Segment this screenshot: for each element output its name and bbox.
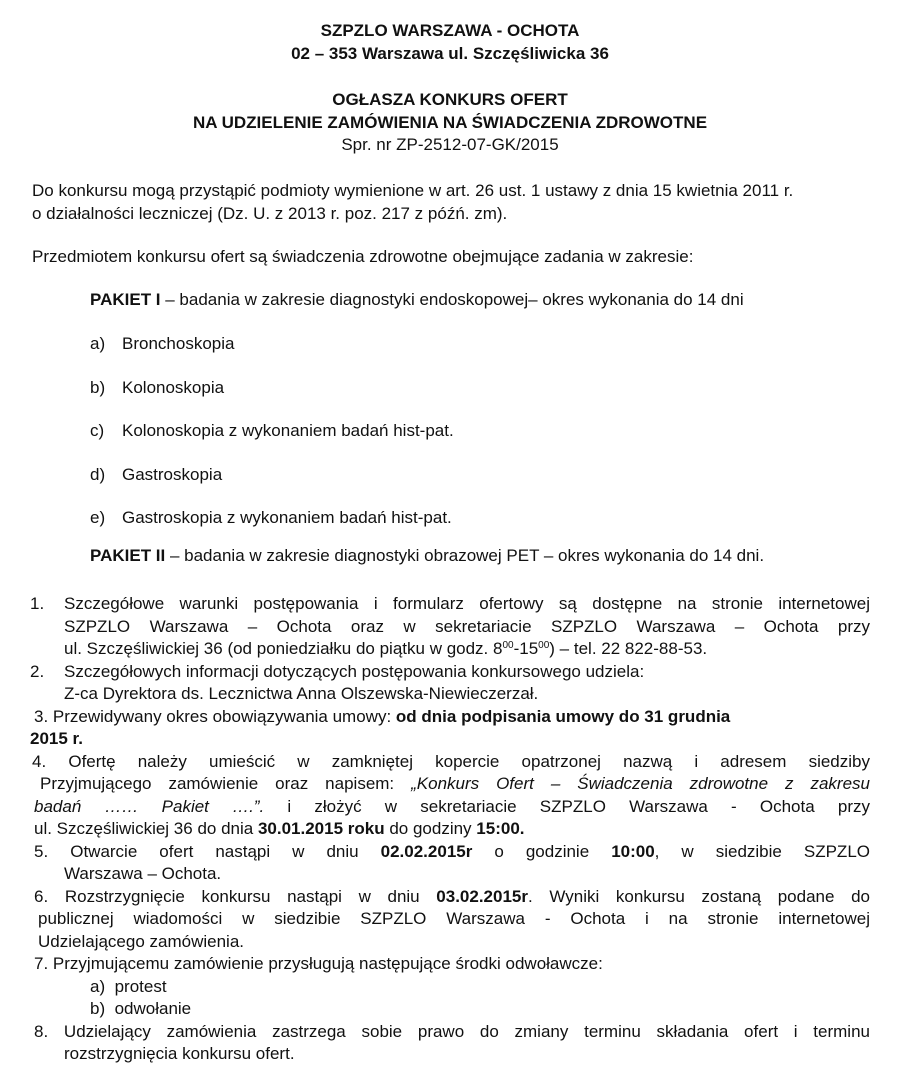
point-number: 6. [34, 886, 49, 906]
point-number: 8. [34, 1021, 49, 1041]
institution-address: 02 – 353 Warszawa ul. Szczęśliwicka 36 [291, 44, 609, 63]
point-4-line-4: ul. Szczęśliwickiej 36 do dnia [34, 819, 258, 838]
point-6-date: 03.02.2015r [436, 886, 528, 906]
list-item [90, 420, 790, 464]
point-5-line-2: Warszawa – Ochota. [64, 864, 222, 883]
point-1 [30, 593, 870, 661]
intro-line-1: Do konkursu mogą przystąpić podmioty wymienione w art. 26 ust. 1 ustawy z dnia 15 kwietnia 2011 r. [32, 181, 794, 200]
point-8-line-1: Udzielający zamówienia zastrzega sobie prawo do zmiany terminu składania ofert i terminu [63, 1021, 870, 1041]
item-text: Kolonoskopia [122, 377, 225, 397]
list-item [90, 333, 790, 377]
point-2 [30, 661, 870, 706]
point-number: 4. [32, 751, 47, 771]
package-1-label: PAKIET I [90, 290, 161, 309]
point-1-line-2: SZPZLO Warszawa – Ochota oraz w sekretariacie SZPZLO Warszawa – Ochota przy [64, 616, 870, 636]
point-3-text: Przewidywany okres obowiązywania umowy: [52, 706, 396, 726]
point-6-line-3: Udzielającego zamówienia. [38, 931, 245, 951]
point-number: 3. [34, 706, 49, 726]
item-letter: a) [90, 334, 106, 353]
list-item [90, 377, 790, 421]
item-text: Bronchoskopia [122, 334, 235, 353]
point-7-text: Przyjmującemu zamówienie przysługują następujące środki odwoławcze: [52, 954, 603, 973]
case-reference: Spr. nr ZP-2512-07-GK/2015 [341, 135, 559, 154]
item-text: Gastroskopia z wykonaniem badań hist-pat. [122, 508, 452, 527]
point-3-bold-end: 2015 r. [30, 729, 83, 748]
item-letter: e) [90, 508, 106, 527]
point-5: 5. Otwarcie ofert nastąpi w dniu 02.02.2015r o godzinie 10:00, w siedzibie SZPZLO Warszawa – Ochota. [30, 841, 870, 886]
item-text: Gastroskopia [122, 464, 223, 484]
package-1 [90, 289, 880, 312]
institution-name: SZPZLO WARSZAWA - OCHOTA [320, 21, 580, 40]
point-4-deadline-date: 30.01.2015 roku [257, 819, 385, 838]
package-1-text: – badania w zakresie diagnostyki endoskopowej– okres wykonania do 14 dni [160, 290, 744, 309]
point-number: 1. [30, 594, 45, 613]
point-4-italic-2: badań …… Pakiet ….”. [34, 796, 265, 816]
intro-paragraph [32, 180, 872, 225]
list-item [90, 464, 790, 508]
title-line-1: OGŁASZA KONKURS OFERT [332, 90, 568, 109]
package-2-label: PAKIET II [90, 546, 166, 565]
point-5-time: 10:00 [611, 841, 655, 861]
subject-paragraph: Przedmiotem konkursu ofert są świadczenia zdrowotne obejmujące zadania w zakresie: [32, 247, 694, 266]
announcement-title [0, 89, 900, 157]
point-6-line-2: publicznej wiadomości w siedzibie SZPZLO Warszawa - Ochota i na stronie internetowej [38, 909, 870, 928]
point-7 [30, 953, 870, 1021]
package-2-text: – badania w zakresie diagnostyki obrazowej PET – okres wykonania do 14 dni. [165, 546, 765, 565]
point-4: 4. Ofertę należy umieścić w zamkniętej kopercie opatrzonej nazwą i adresem siedziby Przyjmującego zamówienie oraz napisem: „Konkurs Ofert – Świadczenia zdrowotne z zakresu badań …… Pakiet ….”. i złożyć w sekretariacie SZPZLO Warszawa - Ochota przy ul. Szczęśliwickiej 36 do dnia 30.01.2015 roku do godziny 15:00. [32, 751, 870, 838]
package-2 [90, 545, 880, 568]
point-number: 5. [34, 841, 49, 861]
institution-header [0, 20, 900, 66]
point-4-line-2: Przyjmującego zamówienie oraz napisem: [40, 774, 412, 793]
point-4-line-1: Ofertę należy umieścić w zamkniętej kopercie opatrzonej nazwą i adresem siedziby [68, 751, 870, 771]
item-letter: d) [90, 464, 106, 484]
list-item: b) odwołanie [90, 999, 192, 1018]
intro-line-2: o działalności leczniczej (Dz. U. z 2013 r. poz. 217 z późń. zm). [32, 203, 508, 223]
point-3 [30, 706, 870, 751]
point-3-bold: od dnia podpisania umowy do 31 grudnia [395, 706, 731, 726]
list-item [90, 507, 790, 551]
point-4-italic: „Konkurs Ofert – Świadczenia zdrowotne z zakresu [411, 774, 870, 793]
package-1-items [90, 333, 790, 551]
list-item: a) protest [90, 976, 167, 996]
point-6: 6. Rozstrzygnięcie konkursu nastąpi w dniu 03.02.2015r. Wyniki konkursu zostaną podane do publicznej wiadomości w siedzibie SZPZLO Warszawa - Ochota i na stronie internetowej Udzielającego zamówienia. [30, 886, 870, 954]
point-8 [30, 1021, 870, 1066]
conditions-list [30, 593, 870, 1066]
title-line-2: NA UDZIELENIE ZAMÓWIENIA NA ŚWIADCZENIA ZDROWOTNE [192, 112, 708, 132]
point-4-line-3: i złożyć w sekretariacie SZPZLO Warszawa - Ochota przy [264, 796, 870, 816]
point-1-line-3: ul. Szczęśliwickiej 36 (od poniedziałku do piątku w godz. $8^{00}-15^{00}$) – tel. 22 822-88-53. [64, 639, 708, 658]
point-1-line-1: Szczegółowe warunki postępowania i formularz ofertowy są dostępne na stronie internetowej [64, 594, 870, 613]
point-number: 2. [30, 661, 45, 681]
point-5-date: 02.02.2015r [380, 841, 473, 861]
point-4-deadline-time: 15:00. [476, 819, 525, 838]
point-2-line-2: Z-ca Dyrektora ds. Lecznictwa Anna Olszewska-Niewieczerzał. [64, 684, 539, 703]
item-text: Kolonoskopia z wykonaniem badań hist-pat. [122, 421, 454, 440]
point-2-line-1: Szczegółowych informacji dotyczących postępowania konkursowego udziela: [64, 661, 645, 681]
item-letter: c) [90, 421, 105, 440]
point-number: 7. [34, 954, 49, 973]
item-letter: b) [90, 377, 106, 397]
point-8-line-2: rozstrzygnięcia konkursu ofert. [64, 1044, 295, 1063]
